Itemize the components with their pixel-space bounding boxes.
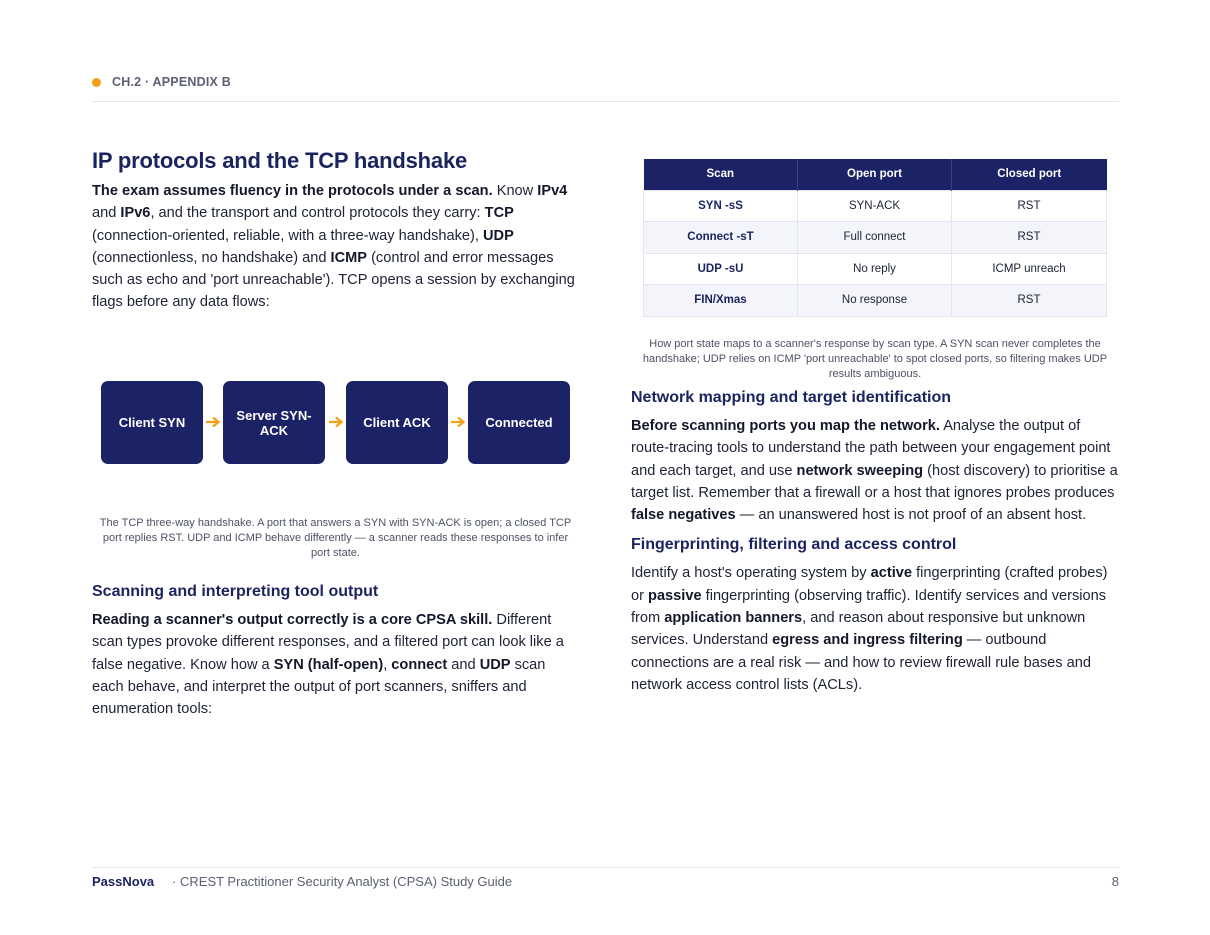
footer-brand: PassNova	[92, 874, 155, 889]
mapping-heading: Network mapping and target identification	[631, 389, 952, 406]
flow-step-connected: Connected	[468, 381, 570, 464]
cell-scan: SYN -sS	[644, 190, 798, 222]
fingerprint-heading: Fingerprinting, filtering and access control	[631, 536, 957, 554]
arrow-right-icon	[450, 415, 466, 429]
cell-scan: Connect -sT	[644, 222, 798, 254]
left-column	[92, 146, 579, 314]
cell-closed: ICMP unreach	[952, 253, 1107, 285]
column-header-closed-port: Closed port	[952, 159, 1107, 190]
footer-separator: ·	[172, 874, 177, 889]
protocols-paragraph: The exam assumes fluency in the protocols under a scan. Know IPv4 and IPv6, and the transport and control protocols they carry: TCP (connection-oriented, reliable, with a three-way handshake), UDP (connectionless, no handshake) and ICMP (control and error messages such as echo and 'port unreachable'). TCP opens a session by exchanging flags before any data flows:	[92, 183, 575, 311]
cell-scan: FIN/Xmas	[644, 285, 798, 317]
column-header-open-port: Open port	[798, 159, 952, 190]
cell-closed: RST	[952, 222, 1107, 254]
mapping-paragraph: Before scanning ports you map the network. Analyse the output of route-tracing tools to understand the path between your engagement point and each target, and use network sweeping (host discovery) to prioritise a target list. Remember that a firewall or a host that ignores probes produces false negatives — an unanswered host is not proof of an absent host.	[631, 418, 1118, 524]
table-caption: How port state maps to a scanner's response by scan type. A SYN scan never completes the handshake; UDP relies on ICMP 'port unreachable' to spot closed ports, so filtering makes UDP results ambiguous.	[642, 338, 1108, 380]
flow-step-server-syn-ack: Server SYN-ACK	[223, 381, 325, 464]
cell-open: SYN-ACK	[798, 190, 952, 222]
flow-step-client-syn: Client SYN	[101, 381, 203, 464]
arrow-right-icon	[328, 415, 344, 429]
running-header	[92, 74, 1119, 102]
table-row	[644, 285, 1107, 317]
cell-closed: RST	[952, 285, 1107, 317]
cell-open: Full connect	[798, 222, 952, 254]
table-row	[644, 222, 1107, 254]
tcp-handshake-diagram	[101, 381, 571, 465]
fingerprint-paragraph: Identify a host's operating system by active fingerprinting (crafted probes) or passive fingerprinting (observing traffic). Identify services and versions from application banners, and reason about responsive but unknown services. Understand egress and ingress filtering — outbound connections are a real risk — and how to review firewall rule bases and network access control lists (ACLs).	[631, 565, 1108, 693]
cell-open: No reply	[798, 253, 952, 285]
chapter-label: CH.2 · APPENDIX B	[112, 75, 231, 89]
cell-scan: UDP -sU	[644, 253, 798, 285]
cell-closed: RST	[952, 190, 1107, 222]
section-title: IP protocols and the TCP handshake	[92, 148, 468, 173]
chapter-marker-dot	[92, 78, 101, 87]
cell-open: No response	[798, 285, 952, 317]
arrow-right-icon	[205, 415, 221, 429]
scan-response-table	[643, 159, 1107, 317]
right-column	[631, 387, 1119, 696]
flow-step-client-ack: Client ACK	[346, 381, 448, 464]
page-footer	[92, 867, 1119, 897]
column-header-scan: Scan	[644, 159, 798, 190]
table-row	[644, 253, 1107, 285]
scanning-heading: Scanning and interpreting tool output	[92, 583, 379, 600]
table-header-row	[644, 159, 1107, 190]
scanning-section	[92, 581, 579, 720]
diagram-caption: The TCP three-way handshake. A port that answers a SYN with SYN-ACK is open; a closed TCP port replies RST. UDP and ICMP behave differently — a scanner reads these responses to infer port state.	[99, 517, 572, 559]
page-number: 8	[1111, 874, 1119, 889]
table-row	[644, 190, 1107, 222]
scanning-paragraph: Reading a scanner's output correctly is a core CPSA skill. Different scan types provoke different responses, and a filtered port can look like a false negative. Know how a SYN (half-open), connect and UDP scan each behave, and interpret the output of port scanners, sniffers and enumeration tools:	[92, 612, 564, 718]
footer-guide-title: CREST Practitioner Security Analyst (CPSA) Study Guide	[180, 874, 513, 889]
